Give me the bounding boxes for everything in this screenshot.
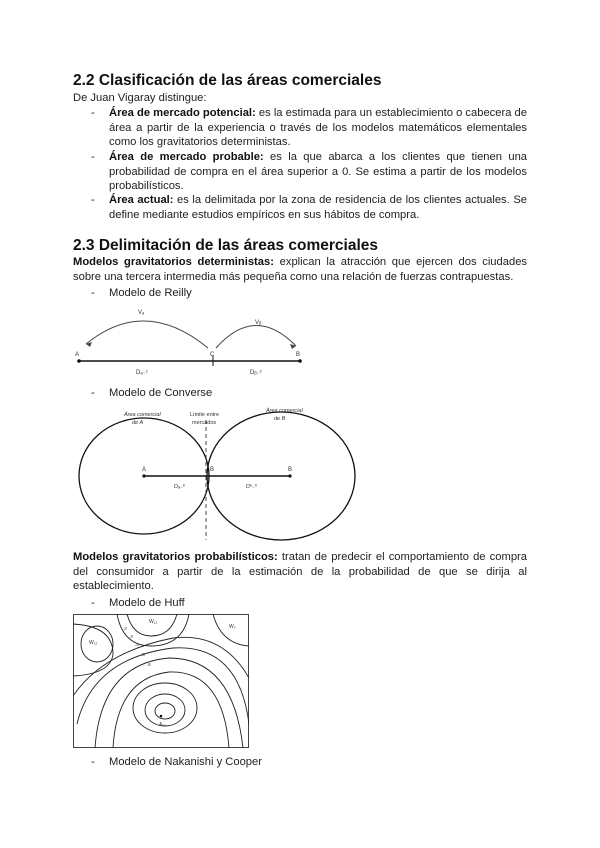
deterministic-models-text (73, 255, 527, 284)
term-deterministic: Modelos gravitatorios deterministas: (73, 256, 274, 268)
probabilistic-description: tratan de predecir el comportamiento de compra del consumidor a partir de la estimación de la probabilidad de que se dirija al establecimiento. (73, 551, 527, 592)
reilly-diagram (70, 306, 310, 378)
converse-area-a-label: Área comercial (124, 412, 161, 418)
term-potential: Área de mercado potencial: (109, 107, 256, 119)
reilly-point-b (298, 359, 302, 363)
intro-text: De Juan Vigaray distingue: (73, 92, 207, 104)
huff-iso-label: .6 (147, 662, 151, 667)
bullet-probable (109, 150, 527, 194)
huff-left-label: W₁₂ (89, 640, 98, 646)
reilly-arc-right-label: Vᵦ (255, 320, 262, 326)
reilly-arc-left (86, 321, 208, 348)
huff-diagram (73, 614, 249, 748)
reilly-point-a (77, 359, 81, 363)
huff-iso-label: .4 (135, 642, 139, 647)
converse-area-b-label: Área comercial (266, 408, 303, 414)
model-converse-label: Modelo de Converse (109, 387, 213, 399)
converse-area-b-label: de B (274, 416, 286, 422)
converse-diagram (76, 404, 356, 542)
converse-point-a (142, 474, 145, 477)
huff-iso-label: .2 (123, 626, 127, 631)
huff-center-label: A₁₀ (159, 722, 167, 728)
huff-iso-label: .3 (129, 634, 133, 639)
reilly-label-a: A (75, 352, 80, 358)
huff-iso-label: .5 (141, 652, 145, 657)
section-heading-2-2: 2.2 Clasificación de las áreas comerciales (73, 72, 382, 89)
converse-label-mid: B (210, 467, 215, 473)
text-probable: es la que abarca a los clientes que tienen una probabilidad de compra en el área superior a 0. Se estima a partir de los modelos probabilísticos. (109, 151, 528, 192)
reilly-arc-left-label: Vₐ (138, 310, 145, 316)
converse-label-b: B (288, 467, 293, 473)
term-actual: Área actual: (109, 194, 174, 206)
probabilistic-models-text (73, 550, 527, 594)
bullet-potential (109, 106, 527, 150)
bullet-dash: - (91, 597, 95, 609)
model-huff-label: Modelo de Huff (109, 597, 185, 609)
converse-limit-label: Límite entre (190, 412, 220, 418)
huff-top-label: W₁₂ (149, 619, 158, 625)
term-probable: Área de mercado probable: (109, 151, 264, 163)
bullet-actual (109, 193, 527, 222)
converse-limit-label: mercados (192, 420, 217, 426)
converse-point-b (288, 474, 291, 477)
bullet-dash: - (91, 756, 95, 768)
text-actual: es la delimitada por la zona de residencia de los clientes actuales. Se define mediante estudios empíricos en sus hábitos de compra. (109, 194, 527, 221)
model-nakanishi-cooper-label: Modelo de Nakanishi y Cooper (109, 756, 262, 768)
deterministic-description: explican la atracción que ejercen dos ciudades sobre una tercera intermedia más pequeña como una relación de fuerzas contrapuestas. (73, 256, 528, 283)
bullet-dash: - (91, 287, 95, 299)
converse-label-a: A (142, 467, 147, 473)
converse-area-a-label: de A (132, 420, 144, 426)
bullet-dash: - (91, 107, 95, 119)
huff-center-point (160, 715, 163, 718)
reilly-arc-right (216, 325, 296, 348)
reilly-dist-right: Dᵦ₋ᶜ (250, 370, 262, 376)
reilly-label-b: B (296, 352, 301, 358)
model-reilly-label: Modelo de Reilly (109, 287, 192, 299)
converse-dist-left: Dₐ₋ᵇ (174, 484, 185, 490)
bullet-dash: - (91, 151, 95, 163)
term-probabilistic: Modelos gravitatorios probabilísticos: (73, 551, 278, 563)
bullet-dash: - (91, 387, 95, 399)
text-potential: es la estimada para un establecimiento o cabecera de área a partir de la experiencia o través de los modelos matemáticos elementales como los gravitatorios deterministas. (109, 107, 527, 148)
section-heading-2-3: 2.3 Delimitación de las áreas comerciales (73, 237, 379, 254)
bullet-dash: - (91, 194, 95, 206)
huff-right-label: W₂ (229, 624, 236, 630)
converse-dist-right: Dᵇ₋ᵇ (246, 484, 258, 490)
reilly-label-c: C (210, 352, 215, 358)
reilly-dist-left: Dₐ₋ᶜ (136, 370, 148, 376)
